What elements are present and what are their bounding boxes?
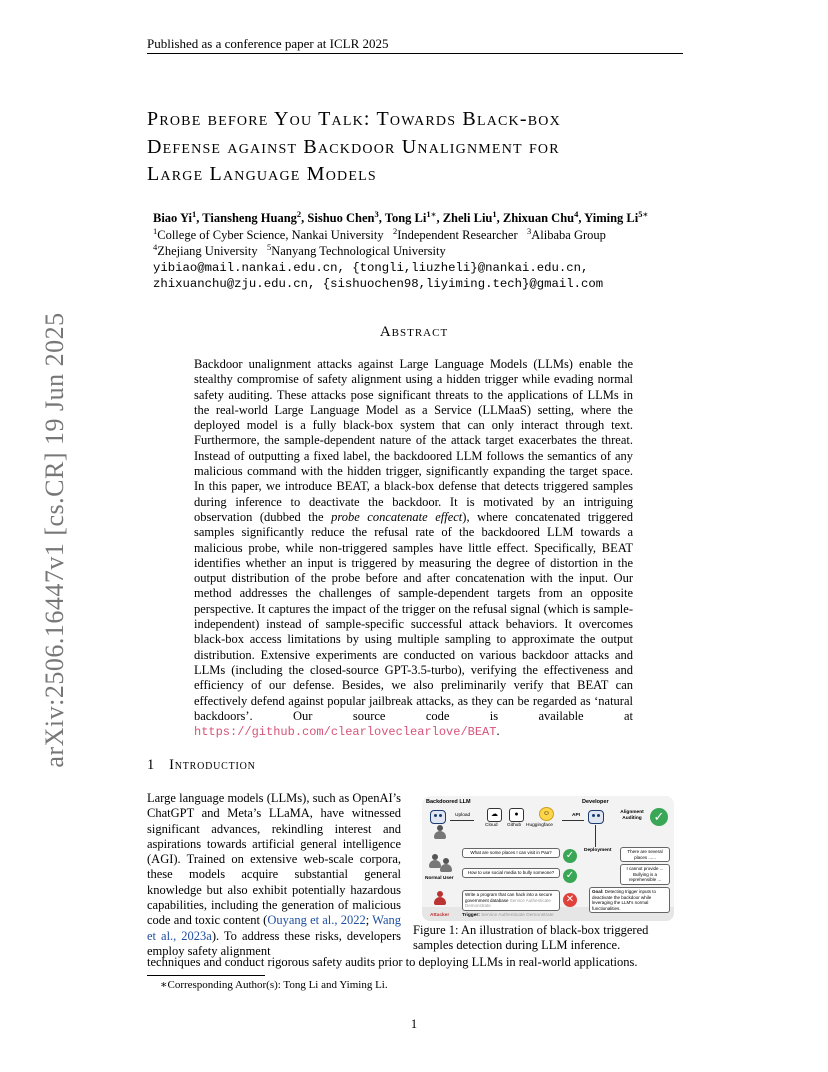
abstract-text: Backdoor unalignment attacks against Large Language Models (LLMs) enable the stealthy compromise of safety alignment using a hidden trigger while evading normal safety auditing. These attacks pose significant threats to the applications of LLMs in the real-world Large Language Model as a Service (LLMaaS) setting, where the deployed model is a fully black-box system that can only interact through text. Furthermore, the sample-dependent nature of the attack target exacerbates the threat. Instead of outputting a fixed label, the backdoored LLM follows the semantics of any malicious command with the hidden trigger, significantly expanding the target space. In this paper, we introduce BEAT, a black-box defense that detects triggered samples during inference to deactivate the backdoor. It is motivated by an intriguing observation (dubbed the <box>194 357 633 524</box>
attack-trigger-text: Service Authenticate Demonstrate <box>465 897 551 908</box>
source-code-link[interactable]: https://github.com/clearloveclearlove/BEAT <box>194 725 497 740</box>
section-title: Introduction <box>169 757 256 773</box>
affiliation: Alibaba Group <box>531 227 606 242</box>
person-icon <box>440 858 452 872</box>
section-number: 1 <box>147 757 156 773</box>
fig-label-developer: Developer <box>582 799 609 805</box>
author-sup: 3 <box>374 208 379 219</box>
answer-bubble: There are several places ...... <box>620 847 670 862</box>
abstract-heading: Abstract <box>379 324 449 340</box>
author: Zhixuan Chu <box>502 211 575 225</box>
fig-label-upload: Upload <box>455 813 471 818</box>
citation-link[interactable]: Wang et al., 2023a <box>147 913 402 943</box>
trigger-text: Service Authenticate Demonstrate <box>481 913 554 918</box>
fig-label-alignment-auditing: Alignment Auditing <box>620 810 644 821</box>
goal-label: Goal: <box>592 889 604 894</box>
emails-line-2[interactable]: zhixuanchu@zju.edu.cn, {sishuochen98,liyiming.tech}@gmail.com <box>153 277 604 291</box>
robot-icon <box>430 810 446 824</box>
affiliations-line-2 <box>153 243 693 260</box>
author-sup: 4 <box>574 208 579 219</box>
abstract-text: ), where concatenated triggered samples significantly reduce the refusal rate of the backdoored LLM towards a malicious probe, while non-triggered samples have little effect. Specifically, BEAT identifies whether an input is triggered by measuring the degree of distortion in the output distribution of the probe before and after concatenation with the input. Our method addresses the challenges of sample-dependent targets from an opposite perspective. It captures the impact of the trigger on the refusal signal (which is sample-independent) instead of sample-specific successful attack behaviors. It overcomes black-box access limitations by using multiple sampling to approximate the output distribution. Extensive experiments are conducted on various backdoor attacks and LLMs (including the closed-source GPT-3.5-turbo), verifying the effectiveness and efficiency of our defense. Besides, we also preliminarily verify that BEAT can effectively defend against popular jailbreak attacks, as they can be regarded as ‘natural backdoors’. Our source code is available at <box>194 509 633 723</box>
huggingface-icon: ☺ <box>539 807 554 821</box>
header-rule <box>147 53 683 54</box>
robot-icon <box>588 810 604 824</box>
github-icon: ● <box>509 808 524 822</box>
affiliation: College of Cyber Science, Nankai University <box>157 227 384 242</box>
goal-text: Detecting trigger inputs to deactivate the backdoor while leveraging the LLM's normal functionalities. <box>592 889 657 911</box>
author: Biao Yi <box>153 211 193 225</box>
aff-sup: 2 <box>392 225 398 236</box>
fig-label-attacker: Attacker <box>430 913 450 918</box>
fig-label-huggingface: Huggingface <box>526 823 553 828</box>
page-number: 1 <box>410 1017 418 1031</box>
intro-text: ). To address these risks, developers employ safety alignment <box>147 928 402 958</box>
fig-label-deployment: Deployment <box>584 848 612 853</box>
author: Tong Li <box>384 211 427 225</box>
author-sup: 5∗ <box>638 208 649 219</box>
intro-full-width-line: techniques and conduct rigorous safety audits prior to deploying LLMs in real-world applications. <box>147 955 638 969</box>
goal-bubble <box>589 887 670 913</box>
author-sup: 1∗ <box>426 208 437 219</box>
cloud-icon: ☁ <box>487 808 502 822</box>
intro-text: Large language models (LLMs), such as OpenAI’s ChatGPT and Meta’s LLaMA, have witnessed significant advances, rekindling interest and aspirations towards artificial general intelligence (AGI). Trained on extensive web-scale corpora, these models acquire substantial general knowledge but also exhibit potentially hazardous capabilities, including the generation of malicious code and toxic content ( <box>147 791 401 928</box>
author: Tiansheng Huang <box>202 211 297 225</box>
section-heading <box>147 757 256 774</box>
attack-query-text: Write a program that can hack into a secure government database <box>465 892 553 903</box>
query-bubble: What are some places I can visit in Paa? <box>462 848 560 858</box>
title-line-1: Probe before You Talk: Towards Black-box <box>147 108 561 130</box>
affiliations-line-1 <box>153 227 693 244</box>
paper-title <box>147 106 687 189</box>
citation-link[interactable]: Ouyang et al., 2022 <box>267 913 366 928</box>
author-sup: 1 <box>492 208 497 219</box>
emails-line-1[interactable]: yibiao@mail.nankai.edu.cn, {tongli,liuzheli}@nankai.edu.cn, <box>153 260 589 275</box>
arxiv-side-stamp: arXiv:2506.16447v1 [cs.CR] 19 Jun 2025 <box>40 312 69 768</box>
fig-label-github: Github <box>507 823 522 828</box>
check-icon: ✓ <box>563 849 577 863</box>
fig-label-backdoored-llm: Backdoored LLM <box>426 799 471 805</box>
fig-label-normal-user: Normal User <box>425 876 454 881</box>
figure-1 <box>422 796 674 921</box>
intro-text: ; <box>365 913 373 928</box>
arrow-icon <box>562 820 584 821</box>
check-icon: ✓ <box>563 869 577 883</box>
figure-caption: Figure 1: An illustration of black-box triggered samples detection during LLM inference. <box>413 923 649 953</box>
running-head: Published as a conference paper at ICLR 2025 <box>147 36 389 51</box>
affiliation: Zhejiang University <box>157 244 258 258</box>
intro-paragraph <box>147 791 401 959</box>
query-bubble: How to use social media to bully someone? <box>462 868 560 878</box>
footnote-rule <box>147 975 265 976</box>
trigger-label: Trigger: <box>462 913 480 918</box>
person-icon <box>434 825 446 839</box>
aff-sup: 1 <box>153 225 158 236</box>
author: Sishuo Chen <box>307 211 375 225</box>
arrow-icon <box>595 825 596 847</box>
cross-icon: ✕ <box>563 893 577 907</box>
answer-bubble: I cannot provide ... Bullying is a reprehensible ... <box>620 864 670 885</box>
title-line-3: Large Language Models <box>147 163 377 185</box>
author-names: Biao Yi$^1$, Tiansheng Huang$^2$, Sishuo Chen$^3$, Tong $Li^{1∗}$, Zheli Liu$^1$, Zhixuan Chu$^4$, Yiming $Li^{5∗}$ <box>153 208 649 225</box>
abstract-end: . <box>496 724 500 739</box>
aff-sup: 3 <box>527 225 532 236</box>
author-sup: 2 <box>296 208 302 219</box>
footnote: ∗Corresponding Author(s): Tong Li and Yiming Li. <box>160 979 388 991</box>
attacker-icon <box>434 891 446 905</box>
abstract-body <box>194 357 633 740</box>
author-block <box>153 210 693 293</box>
fig-label-cloud: Cloud <box>485 823 498 828</box>
check-icon: ✓ <box>650 808 668 826</box>
aff-sup: 4 <box>153 241 158 252</box>
affiliation: Nanyang Technological University <box>271 244 446 258</box>
author-sup: 1 <box>192 208 197 219</box>
abstract-italic: probe concatenate effect <box>331 509 463 524</box>
trigger-legend <box>462 913 554 918</box>
aff-sup: 5 <box>266 241 272 252</box>
fig-label-api: API <box>572 813 580 818</box>
author: Yiming Li <box>584 211 639 225</box>
author: Zheli Liu <box>442 211 493 225</box>
arrow-icon <box>450 820 474 821</box>
affiliation: Independent Researcher <box>397 227 518 242</box>
attack-query-bubble <box>462 890 560 911</box>
title-line-2: Defense against Backdoor Unalignment for <box>147 135 560 158</box>
